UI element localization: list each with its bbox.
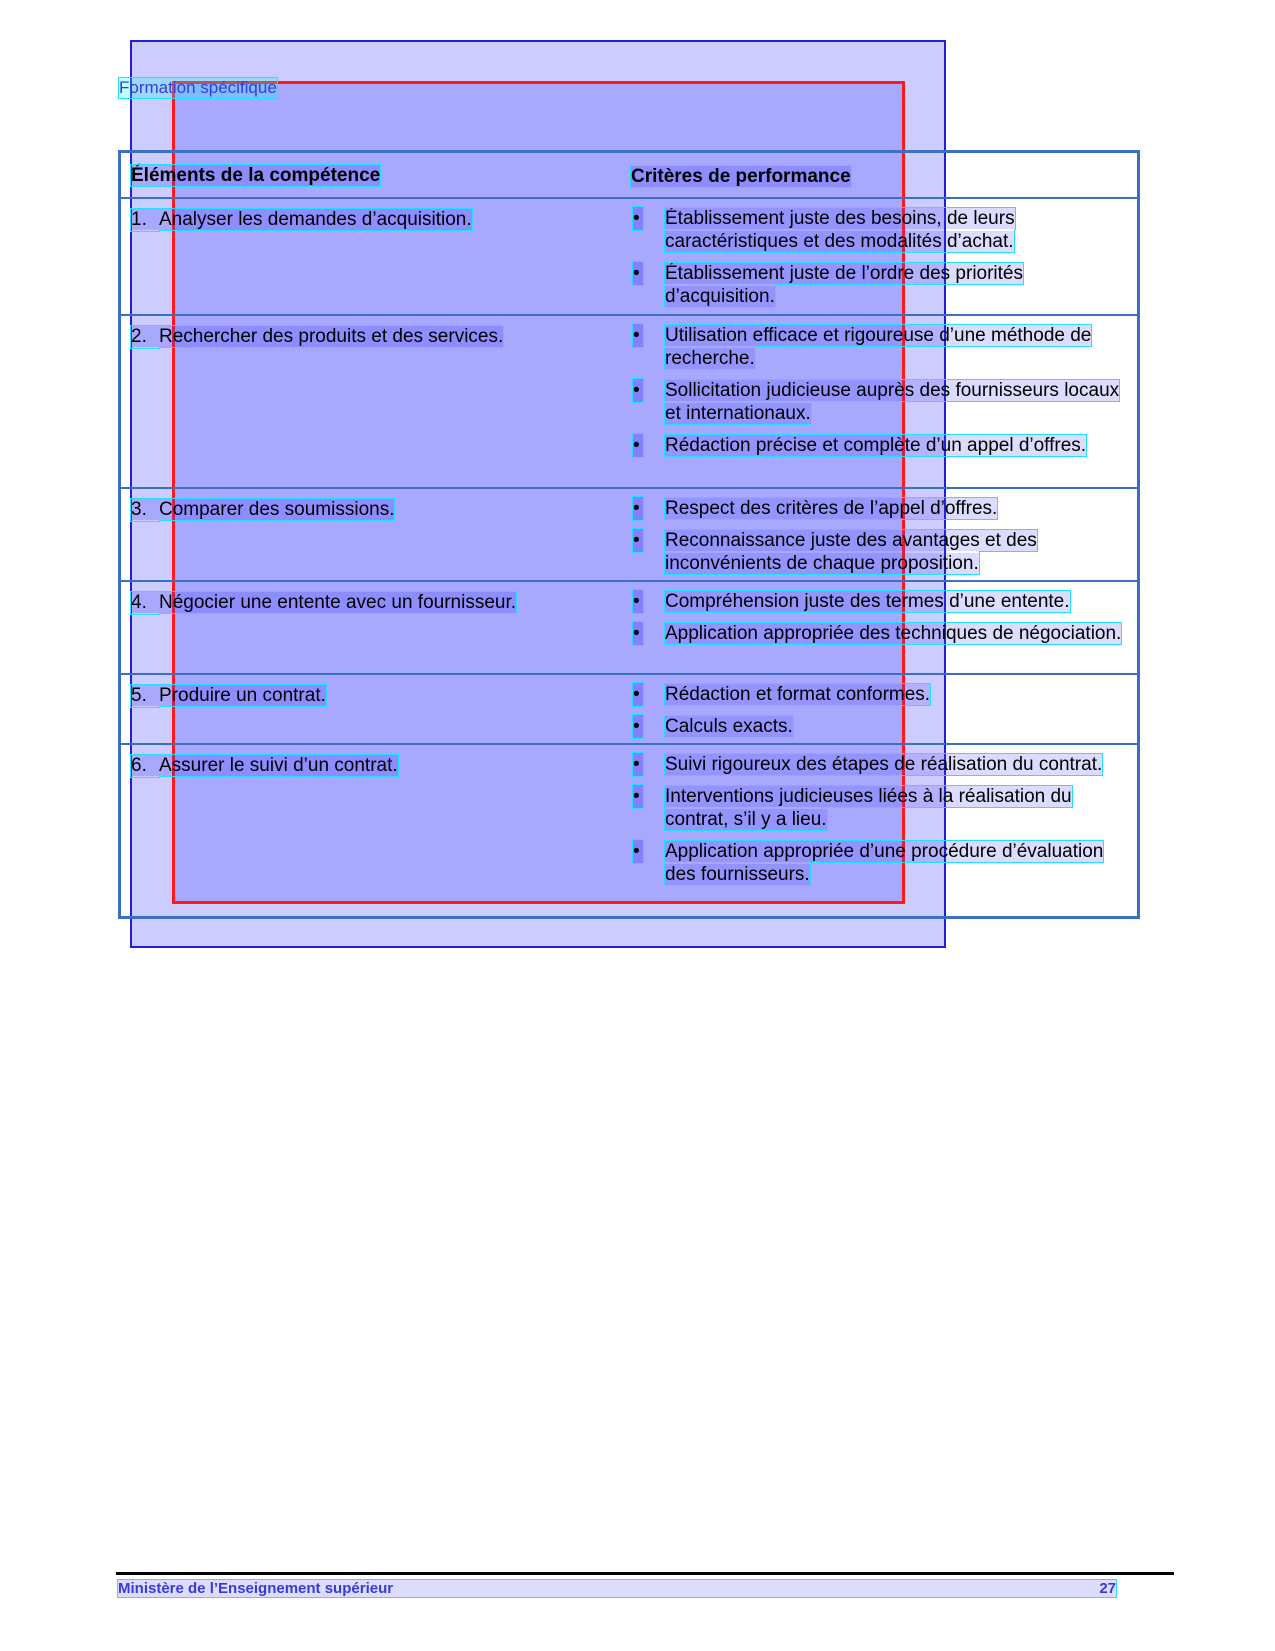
criteria-cell	[631, 582, 1137, 673]
list-item	[631, 753, 1127, 776]
element-text	[131, 209, 472, 230]
table-row	[121, 197, 1137, 314]
bullet-icon: •	[633, 840, 643, 863]
criterion-text: Calculs exacts.	[665, 716, 793, 737]
list-item	[631, 379, 1127, 425]
criteria-list	[631, 590, 1127, 645]
list-item	[631, 529, 1127, 575]
page-footer	[118, 1580, 1116, 1597]
bullet-icon: •	[633, 753, 643, 776]
bullet-icon: •	[633, 715, 643, 738]
bullet-icon: •	[633, 262, 643, 285]
bullet-icon: •	[633, 785, 643, 808]
header-criteria	[631, 153, 1137, 197]
element-cell	[121, 582, 631, 673]
criteria-list	[631, 324, 1127, 457]
list-item	[631, 207, 1127, 253]
footer-ministry: Ministère de l’Enseignement supérieur	[118, 1580, 394, 1597]
element-text	[131, 499, 394, 520]
criterion-text: Reconnaissance juste des avantages et des inconvénients de chaque proposition.	[665, 530, 1037, 574]
criteria-cell	[631, 745, 1137, 916]
competence-table	[118, 150, 1140, 919]
table-row	[121, 673, 1137, 743]
bullet-icon: •	[633, 683, 643, 706]
criterion-text: Compréhension juste des termes d’une entente.	[665, 591, 1070, 612]
criteria-cell	[631, 489, 1137, 583]
criteria-list	[631, 497, 1127, 575]
element-label: Rechercher des produits et des services.	[159, 326, 504, 347]
criterion-text: Sollicitation judicieuse auprès des fournisseurs locaux et internationaux.	[665, 380, 1120, 424]
table-row	[121, 743, 1137, 916]
criteria-list	[631, 207, 1127, 308]
element-label: Produire un contrat.	[159, 685, 326, 706]
table-row	[121, 580, 1137, 673]
bullet-icon: •	[633, 497, 643, 520]
element-number: 1.	[131, 209, 147, 230]
element-label: Analyser les demandes d’acquisition.	[159, 209, 472, 230]
element-label: Négocier une entente avec un fournisseur.	[159, 592, 517, 613]
criterion-text: Application appropriée des techniques de négociation.	[665, 623, 1122, 644]
criteria-cell	[631, 199, 1137, 316]
element-label: Assurer le suivi d’un contrat.	[159, 755, 398, 776]
list-item	[631, 434, 1127, 457]
element-text	[131, 755, 398, 776]
table-row	[121, 487, 1137, 580]
criteria-list	[631, 753, 1127, 886]
element-number: 2.	[131, 326, 147, 347]
element-label: Comparer des soumissions.	[159, 499, 395, 520]
element-cell	[121, 316, 631, 487]
criterion-text: Application appropriée d’une procédure d’évaluation des fournisseurs.	[665, 841, 1104, 885]
element-cell	[121, 675, 631, 746]
list-item	[631, 715, 1127, 738]
element-text	[131, 326, 503, 347]
list-item	[631, 262, 1127, 308]
criterion-text: Utilisation efficace et rigoureuse d’une méthode de recherche.	[665, 325, 1092, 369]
element-number: 6.	[131, 755, 147, 776]
header-elements	[121, 153, 631, 197]
element-text	[131, 592, 516, 613]
bullet-icon: •	[633, 434, 643, 457]
bullet-icon: •	[633, 590, 643, 613]
criteria-list	[631, 683, 1127, 738]
footer-rule	[116, 1572, 1174, 1575]
criterion-text: Respect des critères de l’appel d’offres.	[665, 498, 998, 519]
list-item	[631, 590, 1127, 613]
criteria-cell	[631, 316, 1137, 487]
criteria-cell	[631, 675, 1137, 746]
criterion-text: Rédaction et format conformes.	[665, 684, 931, 705]
bullet-icon: •	[633, 207, 643, 230]
element-number: 4.	[131, 592, 147, 613]
list-item	[631, 497, 1127, 520]
list-item	[631, 785, 1127, 831]
table-row	[121, 314, 1137, 487]
element-number: 3.	[131, 499, 147, 520]
footer-page-number: 27	[1099, 1580, 1116, 1597]
criterion-text: Interventions judicieuses liées à la réalisation du contrat, s’il y a lieu.	[665, 786, 1072, 830]
bullet-icon: •	[633, 622, 643, 645]
element-cell	[121, 199, 631, 316]
element-cell	[121, 745, 631, 916]
list-item	[631, 324, 1127, 370]
list-item	[631, 840, 1127, 886]
bullet-icon: •	[633, 529, 643, 552]
list-item	[631, 683, 1127, 706]
criterion-text: Établissement juste des besoins, de leurs caractéristiques et des modalités d’achat.	[665, 208, 1015, 252]
bullet-icon: •	[633, 324, 643, 347]
criterion-text: Rédaction précise et complète d’un appel d’offres.	[665, 435, 1087, 456]
header-elements-text: Éléments de la compétence	[131, 165, 381, 186]
bullet-icon: •	[633, 379, 643, 402]
element-text	[131, 685, 326, 706]
section-label: Formation spécifique	[119, 78, 277, 97]
element-cell	[121, 489, 631, 583]
header-criteria-text: Critères de performance	[631, 166, 851, 187]
table-header-row	[121, 153, 1137, 197]
criterion-text: Suivi rigoureux des étapes de réalisation du contrat.	[665, 754, 1103, 775]
element-number: 5.	[131, 685, 147, 706]
list-item	[631, 622, 1127, 645]
criterion-text: Établissement juste de l’ordre des priorités d’acquisition.	[665, 263, 1024, 307]
